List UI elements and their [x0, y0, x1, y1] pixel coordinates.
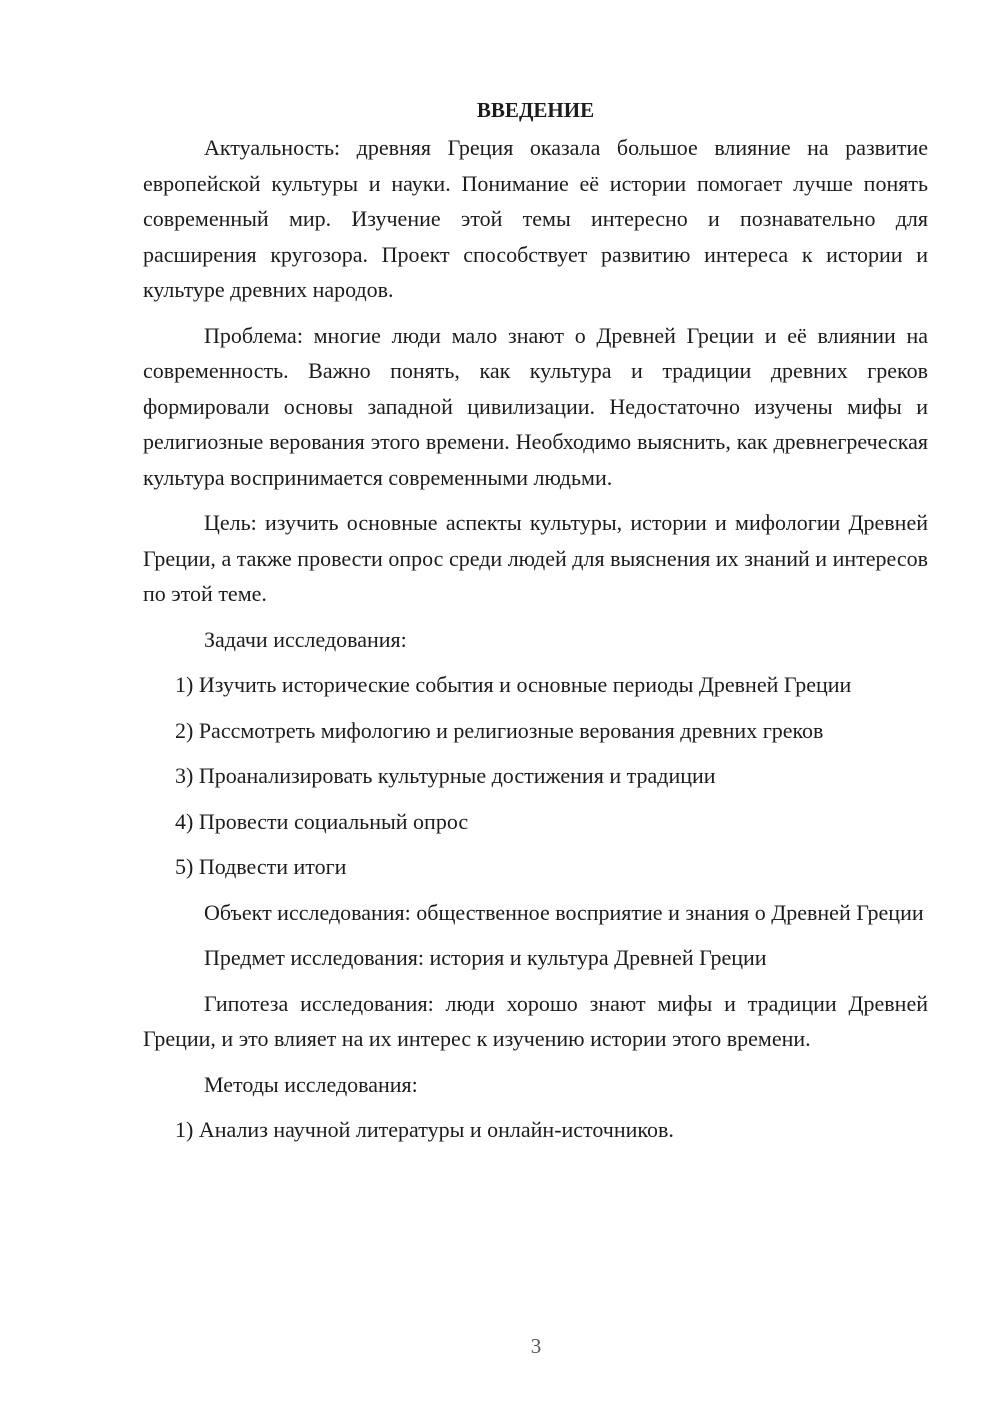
paragraph-hypothesis: Гипотеза исследования: люди хорошо знают мифы и традиции Древней Греции, и это влияет на их интерес к изучению истории этого времени.: [143, 990, 928, 1051]
task-item-2: 2) Рассмотреть мифологию и религиозные верования древних греков: [175, 717, 824, 743]
task-item-3: 3) Проанализировать культурные достижения и традиции: [175, 763, 716, 788]
paragraph-subject: Предмет исследования: история и культура Древней Греции: [204, 945, 767, 970]
page-content: [143, 95, 928, 1148]
paragraph-relevance: Актуальность: древняя Греция оказала большое влияние на развитие европейской культуры и науки. Понимание её истории помогает лучше понять современный мир. Изучение этой темы интересно и познавательно для расширения кругозора. Проект способствует развитию интереса к истории и культуре древних народов.: [143, 135, 928, 302]
task-item-5: 5) Подвести итоги: [175, 854, 347, 879]
task-item-1: 1) Изучить исторические события и основные периоды Древней Греции: [175, 672, 852, 697]
method-item-1: 1) Анализ научной литературы и онлайн-источников.: [175, 1117, 674, 1142]
paragraph-goal: Цель: изучить основные аспекты культуры, истории и мифологии Древней Греции, а также провести опрос среди людей для выяснения их знаний и интересов по этой теме.: [143, 510, 928, 606]
page-number: 3: [530, 1334, 542, 1358]
paragraph-object: Объект исследования: общественное восприятие и знания о Древней Греции: [204, 899, 924, 925]
paragraph-problem: Проблема: многие люди мало знают о Древней Греции и её влиянии на современность. Важно понять, как культура и традиции древних греков формировали основы западной цивилизации. Недостаточно изучены мифы и религиозные верования этого времени. Необходимо выяснить, как древнегреческая культура воспринимается современными людьми.: [143, 322, 928, 490]
task-item-4: 4) Провести социальный опрос: [175, 808, 469, 834]
methods-heading: Методы исследования:: [204, 1071, 418, 1097]
tasks-heading: Задачи исследования:: [204, 626, 407, 652]
page-title: ВВЕДЕНИЕ: [476, 98, 595, 122]
